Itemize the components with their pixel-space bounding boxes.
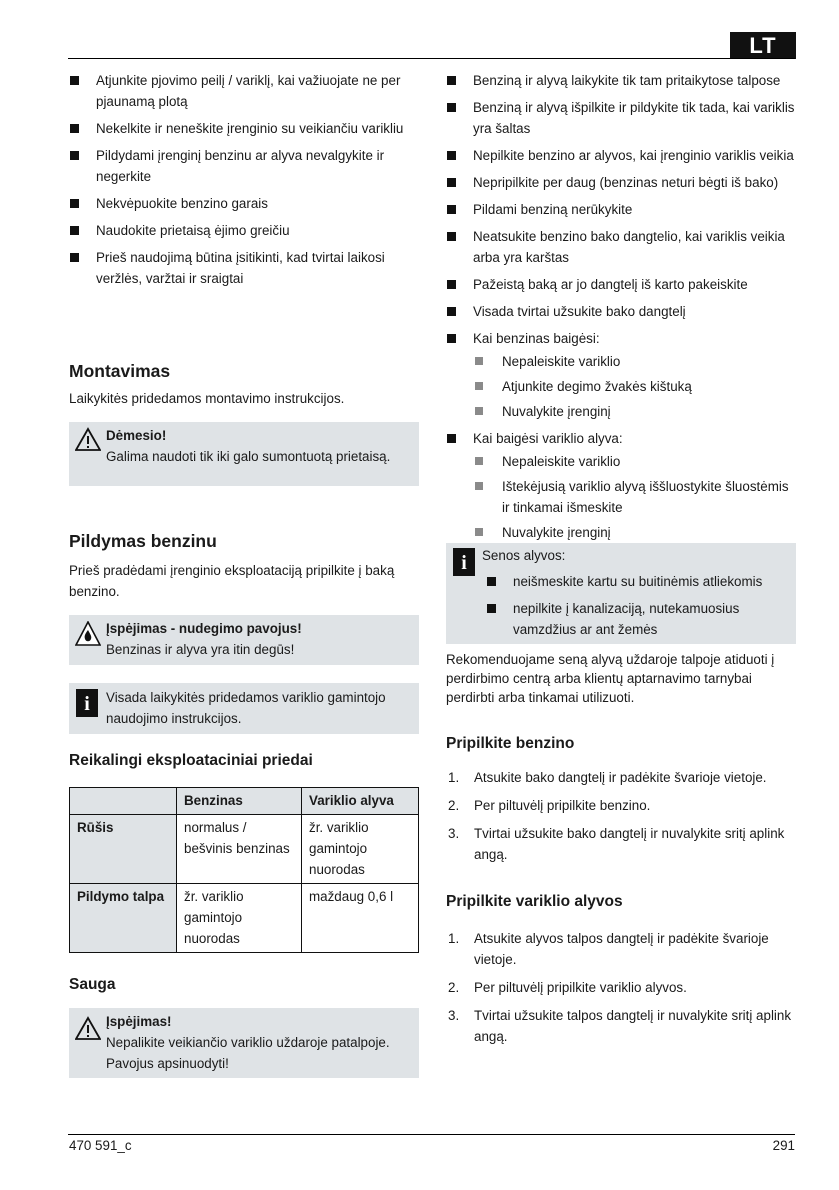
old-oil-box xyxy=(446,543,796,644)
table-row xyxy=(70,815,419,884)
list-item xyxy=(446,428,796,543)
attention-text: Galima naudoti tik iki galo sumontuotą prietaisą. xyxy=(106,449,391,464)
sub-list-item: Nepaleiskite variklio xyxy=(473,351,796,372)
step-number: 1. xyxy=(448,931,460,946)
warning-triangle-icon xyxy=(75,427,101,451)
table-row xyxy=(70,884,419,953)
list-item: nepilkite į kanalizaciją, nutekamuosius vamzdžius ar ant žemės xyxy=(486,598,788,640)
fire-warning-text: Benzinas ir alyva yra itin degūs! xyxy=(106,642,295,657)
list-item: Neatsukite benzino bako dangtelio, kai variklis veikia arba yra karštas xyxy=(446,226,796,268)
step-text: Tvirtai užsukite talpos dangtelį ir nuvalykite sritį aplink angą. xyxy=(474,1008,792,1044)
consumables-table xyxy=(69,787,419,953)
danger-box xyxy=(69,1008,419,1078)
danger-title: Įspėjimas! xyxy=(106,1014,172,1029)
sub-list xyxy=(473,351,796,422)
recommendation-text: Rekomenduojame seną alyvą uždaroje talpoje atiduoti į perdirbimo centrą arba klientų aptarnavimo tarnybai perdirbti arba tinkamai utilizuoti. xyxy=(446,652,775,705)
benzino-heading: Pripilkite benzino xyxy=(446,735,575,752)
step-number: 2. xyxy=(448,798,460,813)
step-text: Atsukite bako dangtelį ir padėkite švarioje vietoje. xyxy=(474,770,767,785)
list-item: Benziną ir alyvą laikykite tik tam pritaikytose talpose xyxy=(446,70,796,91)
step-number: 3. xyxy=(448,826,460,841)
list-item: Nekelkite ir neneškite įrenginio su veikiančiu varikliu xyxy=(69,118,419,139)
step-number: 3. xyxy=(448,1008,460,1023)
header-rule xyxy=(68,58,795,59)
list-item: Pažeistą baką ar jo dangtelį iš karto pakeiskite xyxy=(446,274,796,295)
table-cell: žr. variklio gamintojo nuorodas xyxy=(302,815,419,884)
flame-warning-icon xyxy=(75,621,101,647)
list-item-label: Kai benzinas baigėsi: xyxy=(473,331,600,346)
list-item: Pildami benziną nerūkykite xyxy=(446,199,796,220)
list-item: Nekvėpuokite benzino garais xyxy=(69,193,419,214)
language-tab: LT xyxy=(730,32,796,59)
fire-warning-title: Įspėjimas - nudegimo pavojus! xyxy=(106,621,302,636)
warning-triangle-icon xyxy=(75,1016,101,1040)
safety-bullet-list xyxy=(69,70,419,289)
table-header-row xyxy=(70,788,419,815)
alyvos-steps xyxy=(446,928,796,1047)
old-oil-title: Senos alyvos: xyxy=(482,548,566,563)
montavimas-heading: Montavimas xyxy=(69,361,171,381)
table-header-cell: Variklio alyva xyxy=(302,788,419,815)
montavimas-text: Laikykitės pridedamos montavimo instrukcijos. xyxy=(69,391,345,406)
list-item xyxy=(446,328,796,422)
step-number: 1. xyxy=(448,770,460,785)
table-cell: maždaug 0,6 l xyxy=(302,884,419,953)
list-item: Visada tvirtai užsukite bako dangtelį xyxy=(446,301,796,322)
step-text: Atsukite alyvos talpos dangtelį ir padėkite švarioje vietoje. xyxy=(474,931,769,967)
right-column xyxy=(446,70,796,1054)
list-item: Pildydami įrenginį benzinu ar alyva nevalgykite ir negerkite xyxy=(69,145,419,187)
pildymas-text: Prieš pradėdami įrenginio eksploataciją pripilkite į baką benzino. xyxy=(69,563,395,599)
info-icon: i xyxy=(453,548,475,576)
alyvos-heading: Pripilkite variklio alyvos xyxy=(446,893,623,910)
list-item: Naudokite prietaisą ėjimo greičiu xyxy=(69,220,419,241)
step-number: 2. xyxy=(448,980,460,995)
priedai-heading: Reikalingi eksploataciniai priedai xyxy=(69,752,313,769)
info-box xyxy=(69,683,419,734)
step-text: Tvirtai užsukite bako dangtelį ir nuvalykite sritį aplink angą. xyxy=(474,826,785,862)
list-item: Prieš naudojimą būtina įsitikinti, kad tvirtai laikosi veržlės, varžtai ir sraigtai xyxy=(69,247,419,289)
info-text: Visada laikykitės pridedamos variklio gamintojo naudojimo instrukcijos. xyxy=(106,690,386,726)
list-item: neišmeskite kartu su buitinėmis atliekomis xyxy=(486,571,788,592)
step-text: Per piltuvėlį pripilkite benzino. xyxy=(474,798,651,813)
table-header-cell: Benzinas xyxy=(177,788,302,815)
list-item: Atjunkite pjovimo peilį / variklį, kai važiuojate ne per pjaunamą plotą xyxy=(69,70,419,112)
step-item xyxy=(446,928,796,970)
benzino-steps xyxy=(446,767,796,865)
sub-list-item: Nuvalykite įrenginį xyxy=(473,401,796,422)
sub-list xyxy=(473,451,796,543)
table-cell: žr. variklio gamintojo nuorodas xyxy=(177,884,302,953)
sub-list-item: Ištekėjusią variklio alyvą iššluostykite šluostėmis ir tinkamai išmeskite xyxy=(473,476,796,518)
sauga-heading: Sauga xyxy=(69,976,116,993)
table-header-cell xyxy=(70,788,177,815)
fuel-bullet-list xyxy=(446,70,796,543)
old-oil-list xyxy=(483,571,788,640)
list-item: Nepripilkite per daug (benzinas neturi bėgti iš bako) xyxy=(446,172,796,193)
danger-text: Nepalikite veikiančio variklio uždaroje patalpoje. Pavojus apsinuodyti! xyxy=(106,1035,390,1071)
list-item: Nepilkite benzino ar alyvos, kai įrenginio variklis veikia xyxy=(446,145,796,166)
document-code: 470 591_c xyxy=(69,1138,132,1153)
step-item xyxy=(446,767,796,788)
list-item-label: Kai baigėsi variklio alyva: xyxy=(473,431,623,446)
step-item xyxy=(446,1005,796,1047)
sub-list-item: Nepaleiskite variklio xyxy=(473,451,796,472)
step-text: Per piltuvėlį pripilkite variklio alyvos. xyxy=(474,980,687,995)
table-cell: normalus / bešvinis benzinas xyxy=(177,815,302,884)
left-column xyxy=(69,70,419,1078)
footer-rule xyxy=(68,1134,795,1135)
attention-title: Dėmesio! xyxy=(106,428,167,443)
step-item xyxy=(446,795,796,816)
page-number: 291 xyxy=(772,1138,795,1153)
fire-warning-box xyxy=(69,615,419,665)
info-icon: i xyxy=(76,689,98,717)
sub-list-item: Nuvalykite įrenginį xyxy=(473,522,796,543)
table-row-label: Pildymo talpa xyxy=(70,884,177,953)
pildymas-heading: Pildymas benzinu xyxy=(69,531,217,551)
sub-list-item: Atjunkite degimo žvakės kištuką xyxy=(473,376,796,397)
attention-box xyxy=(69,422,419,486)
step-item xyxy=(446,823,796,865)
step-item xyxy=(446,977,796,998)
table-row-label: Rūšis xyxy=(70,815,177,884)
list-item: Benziną ir alyvą išpilkite ir pildykite tik tada, kai variklis yra šaltas xyxy=(446,97,796,139)
